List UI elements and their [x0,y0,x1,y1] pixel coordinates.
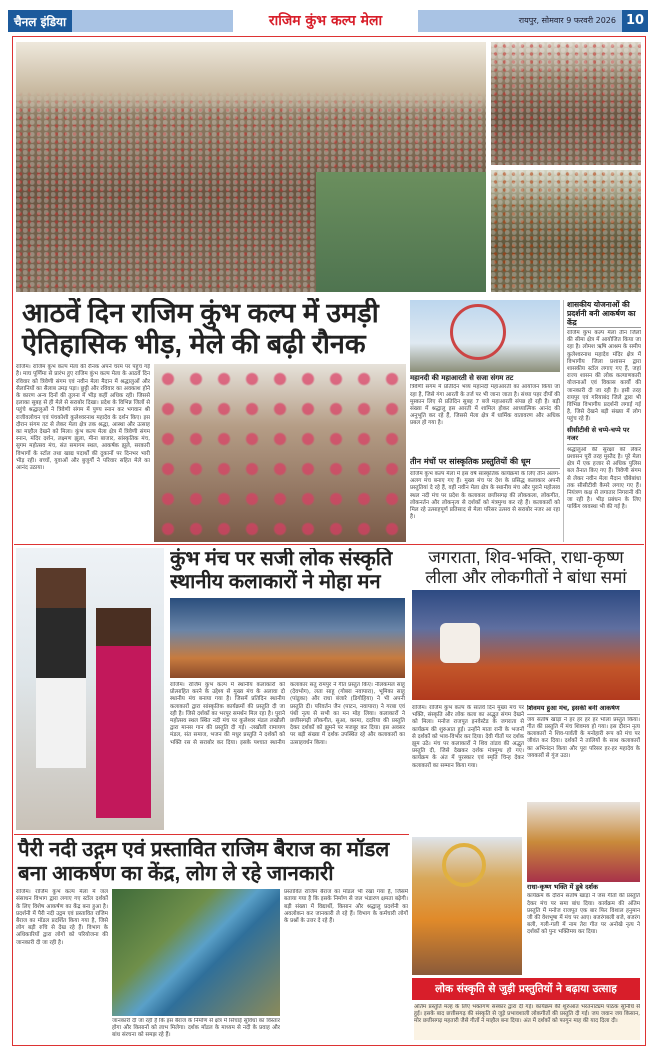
radha-krishna-photo [527,802,640,882]
radha-text: कार्यक्रम के दौरान संतोष खाड़ा ने जस गीतों की प्रस्तुति देकर मंच पर समा बांध दिया। कार्यक्रम की अंतिम प्रस्तुति में मनोज राजपूत एक बार फिर विशाल हनुमान जी की वेशभूषा में मंच पर आए। बजरंगबली बजे, बजरंग बली, गली-गली में नाम तेरा गीत पर अनोखे नृत्य ने दर्शकों को पुनः भक्तिमय कर दिया। [527,893,640,936]
story1-block [16,298,406,542]
culture-banner: लोक संस्कृति से जुड़ी प्रस्तुतियों ने बढ़ाया उत्साह [412,978,640,1000]
shiv-text: जय संतोष खाड़ा ने हर हर हर हर भोला प्रस्तुत किया। गीत की प्रस्तुति में मंच शिवमय हो गया। इस दौरान नृत्य कलाकारों ने शिव-पार्वती के मनोहारी रूप को मंच पर जीवंत कर दिया। दर्शकों ने तालियों के साथ कलाकारों का अभिनंदन किया और पूरा परिसर हर-हर महादेव के जयकारों से गूंज उठा। [527,716,640,759]
banner-text: अंतिम प्रस्तुति मल्ह के लिए भक्तगण संस्कार द्वारा दी गई। कार्यक्रम की शुरुआत भरतनाट्यम पाठक सुनिधि से हुई। इसके बाद छत्तीसगढ़ की संस्कृति से जुड़े प्रभावशाली लोकगीतों की प्रस्तुति दी गई। जय जवान जय किसान, मोर छत्तीसगढ़ महतारी जैसे गीतों ने माहौल बना दिया। अंत में दर्शकों को फागुन माह की याद दिला दी। [414,1004,640,1025]
stages-text: राजिम कुंभ कल्प मेला में इस वर्ष सांस्कृतिक कार्यक्रमों के लिए तीन अलग-अलग मंच बनाए गए हैं। मुख्य मंच पर देश के प्रसिद्ध कलाकार अपनी प्रस्तुतियां दे रहे हैं, वहीं नवीन मेला क्षेत्र के स्थानीय मंच और पुराने महोत्सव स्थल नदी मंच पर प्रदेश के कलाकार छत्तीसगढ़ की लोककला, लोकगीत, लोकनर्तन और लोकनृत्य से दर्शकों को मंत्रमुग्ध कर रहे हैं। कलाकारों को मिल रहे उत्साहपूर्ण प्रतिसाद से मेला परिसर उत्सव से सराबोर नजर आ रहा है। [410,471,560,521]
shiva-stage-photo [412,590,640,700]
story3-text-block [412,705,524,830]
brand-bar [8,10,233,32]
story2-block [170,548,405,830]
headline-main: आठवें दिन राजिम कुंभ कल्प में उमड़ी ऐतिहासिक भीड़, मेले की बढ़ी रौनक [22,298,379,360]
stage-performance-photo [170,598,405,678]
aarti-caption: महानदी की महाआरती से सजा संगम तट [410,374,514,382]
story3-top-block [412,548,640,700]
ferris-wheel-photo [410,300,560,372]
women-crowd-photo [154,364,406,542]
brand-name: चैनल इंडिया [8,10,72,32]
stages-subheading: तीन मंचों पर सांस्कृतिक प्रस्तुतियों की धूम [410,457,560,469]
hanuman-photo [412,837,522,975]
cctv-subheading: सीसीटीवी से चप्पे-चप्पे पर नजर [567,427,641,445]
story4-text-left: राजिम। राजिम कुंभ कल्प मेला में जल संसाधन विभाग द्वारा लगाए गए स्टॉल दर्शकों के लिए विशेष आकर्षण का केंद्र बना हुआ है। प्रदर्शनी में पैरी नदी उद्गम एवं प्रस्तावित राजिम बैराज का मॉडल प्रदर्शित किया गया है, जिसे लोग बड़ी रुचि से देख रहे हैं। विभाग के अधिकारियों द्वारा लोगों को परियोजना की जानकारी दी जा रही है। [16,889,108,946]
barrage-model-photo [112,889,280,1016]
crowd-photo-right-top [491,42,641,165]
section-divider-2 [14,834,409,835]
folk-dancers-photo [16,548,164,830]
headline-jagrata: जगराता, शिव-भक्ति, राधा-कृष्ण लीला और लोकगीतों ने बांधा समां [425,548,627,587]
crowd-photo-main [16,42,486,292]
headline-barrage-model: पैरी नदी उद्गम एवं प्रस्तावित राजिम बैराज का मॉडल बना आकर्षण का केंद्र, लोग ले रहे जानकारी [18,838,390,885]
story1-text: राजिम। राजिम कुंभ कल्प मेला की रौनक अपने चरम पर पहुंच गई है। माघ पूर्णिमा से प्रारंभ हुए राजिम कुंभ कल्प मेला के आठवें दिन रविवार को त्रिवेणी संगम एवं नवीन मेला मैदान में श्रद्धालुओं और सैलानियों का सैलाब उमड़ पड़ा। छुट्टी और रविवार का अवकाश होने के कारण अन्य दिनों की तुलना में भीड़ कहीं अधिक रही। जिससे इलाका सुबह से ही मेले से सराबोर दिखा। प्रदेश के विभिन्न जिलों से पहुंचे श्रद्धालुओं ने त्रिवेणी संगम में पुण्य स्नान कर भगवान श्री राजीवलोचन एवं पंचकोशी कुलेश्वरनाथ महादेव के दर्शन किए। इस दौरान संगम तट से लेकर मेला क्षेत्र तक श्रद्धा, आस्था और उत्साह का माहौल देखने को मिला। कुंभ कल्प मेला क्षेत्र में त्रिवेणी संगम स्नान, मंदिर दर्शन, लक्ष्मण झूला, मीना बाजार, सांस्कृतिक मंच, सुगम महोत्सव मंच, संत समागम स्थल, आकर्षक झूले, सरकारी विभागों के स्टॉल तथा खाद्य पदार्थों की दुकानों पर दिनभर भारी भीड़ रही। बच्चों, युवाओं और बुजुर्गों ने परिवार सहित मेले का आनंद उठाया। [16,364,150,471]
story3-right-block [527,705,640,975]
aarti-text: त्रिवेणी संगम में प्रतिदिन भव्य महानदी महाआरती का आयोजन किया जा रहा है, जिसे गंगा आरती के तर्ज पर भी जाना जाता है। संध्या पहर दीपों की मुस्कान लिए से प्रतिदिन सुबह 7 बजे महाआरती संपन्न हो रही है। बड़ी संख्या में श्रद्धालु इस आरती में शामिल होकर आध्यात्मिक आनंद की अनुभूति कर रहे हैं, जिससे मेला क्षेत्र में धार्मिक वातावरण और अधिक प्रबल हो गया है। [410,384,560,427]
banner-text-block [414,1004,640,1040]
headline-folk-culture: कुंभ मंच पर सजी लोक संस्कृति स्थानीय कलाकारों ने मोहा मन [170,548,393,593]
cctv-text: श्रद्धालुओं की सुरक्षा को लेकर प्रशासन पूरी तरह मुस्तैद है। पूरे मेला क्षेत्र में एक हजार से अधिक पुलिस बल तैनात किए गए हैं। त्रिवेणी संगम से लेकर नवीन मेला मैदान चौबेबांधा तक सीसीटीवी कैमरे लगाए गए हैं। नियंत्रण कक्ष से लगातार निगरानी की जा रही है। भीड़ प्रबंधन के लिए पार्किंग व्यवस्था भी की गई है। [567,446,641,511]
section-title: राजिम कुंभ कल्प मेला [268,13,383,29]
dateline: रायपुर, सोमवार 9 फरवरी 2026 [418,10,622,32]
aarti-block [410,300,560,542]
sidebar-block [567,300,641,542]
story2-text: राजिम। राजिम कुंभ कल्प में स्थानीय कलाकारों को प्रोत्साहित करने के उद्देश्य से मुख्य मंच के अलावा दो स्थानीय मंच बनाया गया है। जिसमें प्रतिदिन स्थानीय कलाकारों द्वारा सांस्कृतिक कार्यक्रमों की प्रस्तुति दी जा रही है। जिसे दर्शकों का भरपूर समर्थन मिल रहा है। पुराने महोत्सव स्थल स्थित नदी मंच पर कुलेश्वर मंडल लखौली द्वारा मानस गान की प्रस्तुति दी गई। -लखौली रामायण मंडल, संत समाज, भजन की मधुर प्रस्तुति ने दर्शकों को भक्ति रस से सराबोर कर दिया। इसके पश्चात स्थानीय कलाकार संतु रामपुर ने गीत प्रस्तुत किए। नीलकमल साहू (देवभोग), लता साहू (गोबरा नवापारा), भूमिका साहू (पांडुका) और राधा बंजारे (डिगोहिया) ने भी अपनी प्रस्तुति दी। परिवर्तन जैन (पाटन, नवापारा) ने गरबा एवं पंथी नृत्य से सभी का मन मोह लिया। कलाकारों ने छत्तीसगढ़ी लोकगीत, सुआ, करमा, ददरिया की प्रस्तुति देकर दर्शकों को झूमने पर मजबूर कर दिया। इस अवसर पर बड़ी संख्या में दर्शक उपस्थित रहे और कलाकारों का उत्साहवर्धन किया। [170,682,405,746]
shiv-subheading: शिवमय हुआ मंच, इसकी बनी आकर्षण [527,705,640,715]
page-number: 10 [622,10,648,32]
story3-text: राजिम। राजिम कुंभ कल्प के सातवें दिन मुख्य मंच पर भक्ति, संस्कृति और लोक कला का अद्भुत संगम देखने को मिला। मनोज राजपूत इनवेस्टेड के जगराता से कार्यक्रम की शुरुआत हुई। उन्होंने माता रानी के भजनों से दर्शकों को भाव-विभोर कर दिया। देवी गीतों पर दर्शक झूम उठे। मंच पर कलाकारों ने शिव तांडव की अद्भुत प्रस्तुति दी, जिसे देखकर दर्शक मंत्रमुग्ध हो गए। कार्यक्रम के अंत में पुरस्कार एवं स्मृति चिन्ह देकर कलाकारों का सम्मान किया गया। [412,705,524,769]
story4-text-right: प्रस्तावित राजिम बैराज का मॉडल भी रखा गया है, जिसमें बताया गया है कि इसके निर्माण से जल भंडारण क्षमता बढ़ेगी। बड़ी संख्या में विद्यार्थी, किसान और श्रद्धालु प्रदर्शनी का अवलोकन कर जानकारी ले रहे हैं। विभाग के कर्मचारी लोगों के प्रश्नों के उत्तर दे रहे हैं। [284,889,408,924]
crowd-photo-right-bottom [491,170,641,292]
column-divider [563,300,564,542]
radha-caption: राधा-कृष्ण भक्ति में डूबे दर्शक [527,882,598,891]
section-divider [14,544,644,545]
sidebar-heading: शासकीय योजनाओं की प्रदर्शनी बनी आकर्षण का केंद्र [567,300,641,328]
story4-block [16,838,408,1040]
sidebar-text: राजिम कुंभ कल्प मेला तीन जिलों की सीमा क्षेत्र में आयोजित किया जा रहा है। लोमश ऋषि आश्रम के समीप कुलेश्वरनाथ महादेव मंदिर क्षेत्र में विभागीय जिला प्रशासन द्वारा शासकीय स्टॉल लगाए गए हैं, जहां राज्य शासन की लोक कल्याणकारी योजनाओं एवं विकास कार्यों की जानकारी दी जा रही है। इसी तरह रायपुर एवं गरियाबंद जिले द्वारा भी विभिन्न विभागीय प्रदर्शनी लगाई गई है, जिसे देखने बड़ी संख्या में लोग पहुंच रहे हैं। [567,330,641,423]
story4-text-mid: जानकारी दी जा रही है कि इस बैराज के निर्माण से क्षेत्र में सिंचाई सुविधा का विस्तार होगा और किसानों को लाभ मिलेगा। दर्शक मॉडल के माध्यम से नदी के प्रवाह और बांध संरचना को समझ रहे हैं। [112,1018,280,1039]
